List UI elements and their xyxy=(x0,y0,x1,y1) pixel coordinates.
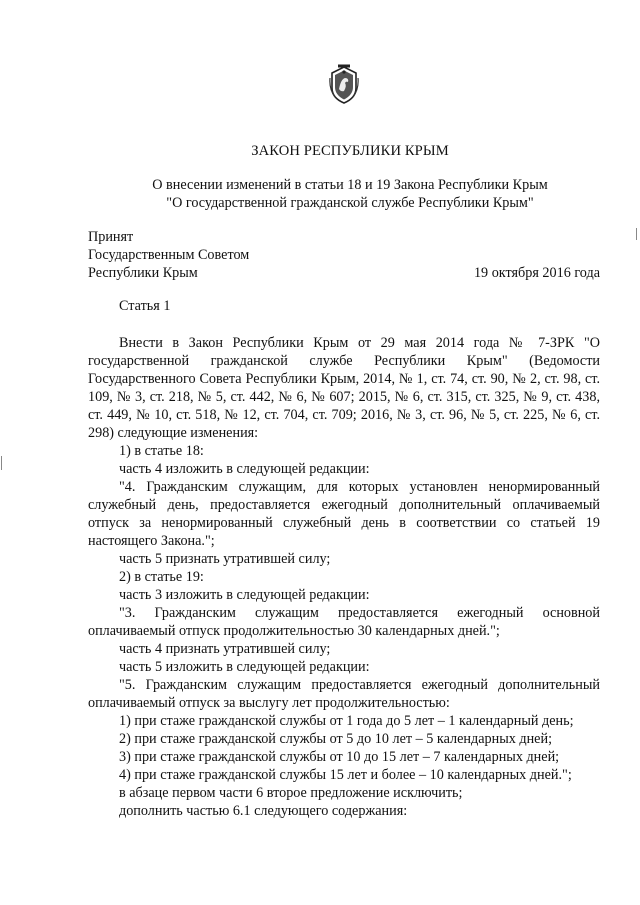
article-heading: Статья 1 xyxy=(119,298,171,314)
paragraph: 4) при стаже гражданской службы 15 лет и более – 10 календарных дней."; xyxy=(119,767,572,783)
paragraph: 2) при стаже гражданской службы от 5 до 10 лет – 5 календарных дней; xyxy=(119,731,553,747)
paragraph: "5. Гражданским служащим предоставляется ежегодный дополнительный оплачиваемый отпуск за выслугу лет продолжительностью: xyxy=(88,677,600,711)
paragraph: "4. Гражданским служащим, для которых установлен ненормированный служебный день, предоставляется ежегодный дополнительный оплачиваемый отпуск за ненормированный служебный день в соответствии со статьей 19 настоящего Закона."; xyxy=(88,479,600,549)
paragraph: часть 3 изложить в следующей редакции: xyxy=(119,587,370,603)
paragraph: 1) при стаже гражданской службы от 1 года до 5 лет – 1 календарный день; xyxy=(119,713,574,729)
scan-edge-mark xyxy=(636,228,637,240)
paragraph: в абзаце первом части 6 второе предложение исключить; xyxy=(119,785,463,801)
subtitle-line: О внесении изменений в статьи 18 и 19 Закона Республики Крым xyxy=(152,177,548,193)
adoption-date: 19 октября 2016 года xyxy=(473,265,600,281)
paragraph: "3. Гражданским служащим предоставляется ежегодный основной оплачиваемый отпуск продолжительностью 30 календарных дней."; xyxy=(88,605,600,639)
paragraph: 3) при стаже гражданской службы от 10 до 15 лет – 7 календарных дней; xyxy=(119,749,560,765)
paragraph: Внести в Закон Республики Крым от 29 мая 2014 года № 7-ЗРК "О государственной гражданской службе Республики Крым" (Ведомости Государственного Совета Республики Крым, 2014, № 1, ст. 74, ст. 90, № 2, ст. 98, ст. 109, № 3, ст. 218, № 5, ст. 442, № 6, № 607; 2015, № 6, ст. 315, ст. 325, № 9, ст. 438, ст. 449, № 10, ст. 518, № 12, ст. 704, ст. 709; 2016, № 3, ст. 96, № 5, ст. 225, № 6, ст. 298) следующие изменения: xyxy=(88,335,600,441)
accepted-line: Государственным Советом xyxy=(88,247,250,263)
crimea-coat-of-arms-icon xyxy=(329,64,359,104)
accepted-line: Республики Крым xyxy=(88,265,198,281)
law-title: ЗАКОН РЕСПУБЛИКИ КРЫМ xyxy=(251,143,449,159)
paragraph: 2) в статье 19: xyxy=(119,569,204,585)
accepted-by-block xyxy=(88,228,600,282)
paragraph: часть 5 признать утратившей силу; xyxy=(119,551,331,567)
article-body xyxy=(88,334,600,820)
subtitle-line: "О государственной гражданской службе Республики Крым" xyxy=(166,195,534,211)
scan-edge-mark xyxy=(1,456,2,470)
law-subtitle xyxy=(60,176,640,212)
paragraph: часть 4 изложить в следующей редакции: xyxy=(119,461,370,477)
accepted-line: Принят xyxy=(88,229,134,245)
paragraph: часть 4 признать утратившей силу; xyxy=(119,641,331,657)
paragraph: 1) в статье 18: xyxy=(119,443,204,459)
paragraph: часть 5 изложить в следующей редакции: xyxy=(119,659,370,675)
paragraph: дополнить частью 6.1 следующего содержания: xyxy=(119,803,408,819)
